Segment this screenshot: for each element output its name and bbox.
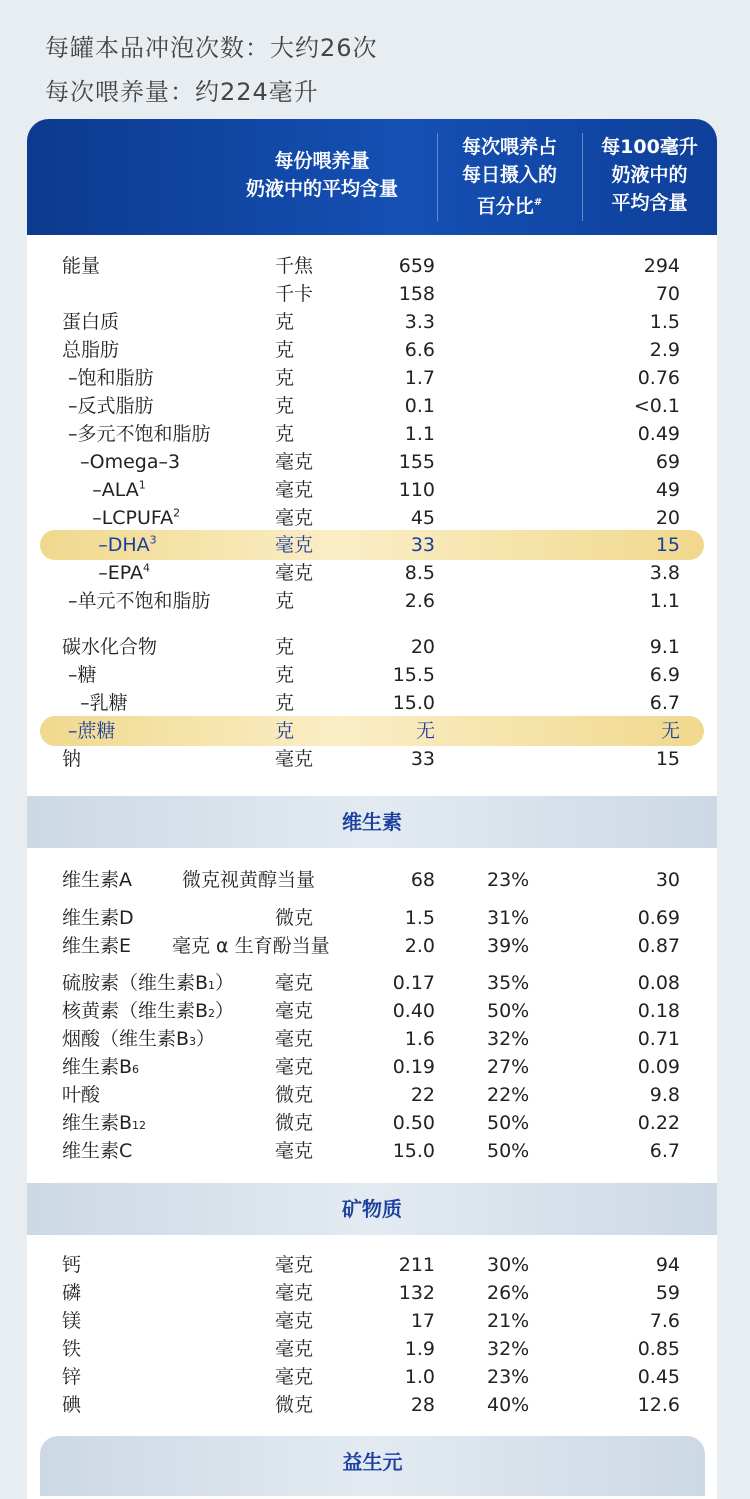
serving-value: 155 [398,451,435,473]
unit: 微克 [275,1112,314,1134]
table-header [27,119,717,235]
nutrition-table [27,119,717,1499]
serving-value: 22 [410,1084,435,1106]
per-100ml-value: 0.85 [637,1338,680,1360]
servings-per-can: 每罐本品冲泡次数：大约26次 [45,34,378,62]
per-100ml-value: 0.76 [637,367,680,389]
table-row [27,392,717,420]
nutrient-name: –糖 [62,664,97,686]
per-100ml-value: 6.7 [649,1140,680,1162]
unit: 微克视黄醇当量 [181,869,315,891]
nutrient-name: 钠 [62,748,82,770]
serving-value: 68 [410,869,435,891]
per-100ml-value: 0.45 [637,1366,680,1388]
table-row [27,1335,717,1363]
unit: 毫克 [275,1310,314,1332]
daily-percent: 50% [487,1000,530,1022]
nutrient-name: –饱和脂肪 [62,367,154,389]
nutrient-name: 碘 [62,1394,82,1416]
unit: 克 [275,720,295,742]
vitamins-section-title: 维生素 [27,796,717,848]
table-row [27,587,717,615]
serving-value: 1.9 [404,1338,435,1360]
serving-value: 1.7 [404,367,435,389]
daily-percent: 50% [487,1140,530,1162]
table-row [27,1025,717,1053]
per-100ml-value: 0.71 [637,1028,680,1050]
per-100ml-value: 7.6 [649,1310,680,1332]
per-100ml-value: 9.1 [649,636,680,658]
per-100ml-value: 6.9 [649,664,680,686]
unit: 克 [275,664,295,686]
unit: 毫克 [275,507,314,529]
table-row [27,476,717,504]
nutrient-name: 钙 [62,1254,82,1276]
daily-percent: 31% [487,907,530,929]
serving-value: 2.0 [404,935,435,957]
nutrient-name: 铁 [62,1338,82,1360]
superscript: 4 [142,561,150,575]
nutrient-name: –反式脂肪 [62,395,154,417]
daily-percent: 50% [487,1112,530,1134]
daily-percent: 23% [487,869,530,891]
nutrient-name: 维生素C [62,1140,133,1162]
daily-percent: 27% [487,1056,530,1078]
per-100ml-value: 1.1 [649,590,680,612]
serving-value: 2.6 [404,590,435,612]
unit: 克 [275,339,295,361]
unit: 毫克 [275,479,314,501]
subscript: 3 [189,1035,197,1048]
per-100ml-value: 0.49 [637,423,680,445]
unit: 微克 [275,1394,314,1416]
unit: 毫克 [275,1056,314,1078]
superscript: 3 [149,533,157,547]
unit: 克 [275,367,295,389]
table-row [27,1307,717,1335]
serving-value: 158 [398,283,435,305]
table-row [27,280,717,308]
daily-percent: 23% [487,1366,530,1388]
header-per-100ml: 每100毫升 奶液中的 平均含量 [601,136,698,214]
nutrient-name: –单元不饱和脂肪 [62,590,211,612]
superscript: 1 [138,478,146,492]
serving-value: 无 [415,720,435,742]
header-per-serving: 每份喂养量 奶液中的平均含量 [245,150,398,200]
table-row [27,336,717,364]
serving-value: 15.0 [392,692,435,714]
per-100ml-value: 0.09 [637,1056,680,1078]
nutrient-name: –ALA$^1$ [62,478,146,501]
nutrient-name: –乳糖 [62,692,128,714]
table-row [27,308,717,336]
serving-value: 28 [410,1394,435,1416]
nutrient-name: 硫胺素（维生素B1） [62,972,235,994]
per-100ml-value: 15 [655,748,680,770]
nutrient-name: 镁 [62,1310,82,1332]
per-100ml-value: <0.1 [633,395,680,417]
nutrient-name: –LCPUFA$^2$ [62,506,181,529]
unit: 微克 [275,907,314,929]
unit: 克 [275,590,295,612]
unit: 毫克 [275,534,314,556]
unit: 微克 [275,1084,314,1106]
table-row [27,420,717,448]
unit: 千卡 [275,283,314,305]
table-row [27,1391,717,1419]
nutrient-name: 碳水化合物 [62,636,158,658]
per-100ml-value: 6.7 [649,692,680,714]
daily-percent: 39% [487,935,530,957]
nutrient-name: 烟酸（维生素B3） [62,1028,216,1050]
table-row [27,866,717,894]
unit: 毫克 [275,451,314,473]
serving-value: 6.6 [404,339,435,361]
unit: 千焦 [275,255,314,277]
per-100ml-value: 94 [655,1254,680,1276]
serving-value: 33 [410,748,435,770]
subscript: 1 [208,979,216,992]
serving-value: 1.6 [404,1028,435,1050]
table-row [27,531,717,559]
per-100ml-value: 12.6 [637,1394,680,1416]
table-row [27,1109,717,1137]
serving-value: 15.0 [392,1140,435,1162]
per-100ml-value: 9.8 [649,1084,680,1106]
serving-value: 1.5 [404,907,435,929]
superscript: 2 [173,506,181,520]
serving-value: 20 [410,636,435,658]
table-row [27,745,717,773]
per-100ml-value: 20 [655,507,680,529]
unit: 克 [275,636,295,658]
nutrient-name: –多元不饱和脂肪 [62,423,211,445]
serving-value: 0.50 [392,1112,435,1134]
daily-percent: 32% [487,1338,530,1360]
unit: 毫克 [275,1000,314,1022]
per-100ml-value: 0.18 [637,1000,680,1022]
nutrient-name: 能量 [62,255,101,277]
subscript: 6 [132,1063,140,1076]
table-row [27,633,717,661]
table-row [27,1363,717,1391]
serving-value: 17 [410,1310,435,1332]
table-row [27,904,717,932]
unit: 毫克 α 生育酚当量 [172,935,330,957]
per-100ml-value: 0.22 [637,1112,680,1134]
per-100ml-value: 2.9 [649,339,680,361]
serving-value: 0.19 [392,1056,435,1078]
table-row [27,252,717,280]
serving-value: 110 [398,479,435,501]
unit: 克 [275,311,295,333]
serving-value: 33 [410,534,435,556]
serving-value: 0.40 [392,1000,435,1022]
nutrient-name: 维生素A [62,869,132,891]
table-row [27,364,717,392]
per-100ml-value: 0.87 [637,935,680,957]
table-row [27,969,717,997]
per-100ml-value: 15 [655,534,680,556]
per-100ml-value: 无 [660,720,680,742]
unit: 毫克 [275,562,314,584]
daily-percent: 40% [487,1394,530,1416]
nutrient-name: 磷 [62,1282,82,1304]
table-row [27,504,717,532]
minerals-section-title: 矿物质 [27,1183,717,1235]
nutrient-name: 蛋白质 [62,311,120,333]
unit: 克 [275,423,295,445]
per-100ml-value: 69 [655,451,680,473]
nutrient-name: –Omega–3 [62,451,181,473]
per-100ml-value: 294 [643,255,680,277]
daily-percent: 26% [487,1282,530,1304]
unit: 克 [275,395,295,417]
nutrient-name: 总脂肪 [62,339,120,361]
serving-value: 0.1 [404,395,435,417]
unit: 毫克 [275,1140,314,1162]
nutrient-name: 核黄素（维生素B2） [62,1000,235,1022]
daily-percent: 35% [487,972,530,994]
table-row [27,1137,717,1165]
table-row [27,448,717,476]
unit: 克 [275,692,295,714]
daily-percent: 22% [487,1084,530,1106]
serving-value: 8.5 [404,562,435,584]
per-100ml-value: 1.5 [649,311,680,333]
table-row [27,932,717,960]
nutrient-name: 维生素B12 [62,1112,147,1134]
per-100ml-value: 0.08 [637,972,680,994]
table-row [27,1053,717,1081]
daily-percent: 30% [487,1254,530,1276]
daily-percent: 21% [487,1310,530,1332]
serving-value: 45 [410,507,435,529]
table-row [27,559,717,587]
table-row [27,717,717,745]
unit: 毫克 [275,972,314,994]
serving-value: 1.1 [404,423,435,445]
subscript: 2 [208,1007,216,1020]
table-row [27,689,717,717]
per-100ml-value: 30 [655,869,680,891]
serving-value: 15.5 [392,664,435,686]
serving-value: 3.3 [404,311,435,333]
nutrient-name: 维生素B6 [62,1056,140,1078]
unit: 毫克 [275,1282,314,1304]
table-row [27,1279,717,1307]
table-row [27,661,717,689]
serving-value: 0.17 [392,972,435,994]
per-100ml-value: 49 [655,479,680,501]
table-row [27,1251,717,1279]
unit: 毫克 [275,1028,314,1050]
serving-value: 211 [398,1254,435,1276]
per-100ml-value: 70 [655,283,680,305]
unit: 毫克 [275,1254,314,1276]
subscript: 12 [132,1119,147,1132]
unit: 毫克 [275,1338,314,1360]
nutrient-name: –EPA$^4$ [62,561,150,584]
per-100ml-value: 3.8 [649,562,680,584]
table-row [27,1081,717,1109]
unit: 毫克 [275,1366,314,1388]
nutrient-name: –蔗糖 [62,720,116,742]
serving-value: 1.0 [404,1366,435,1388]
nutrient-name: 锌 [62,1366,82,1388]
unit: 毫克 [275,748,314,770]
serving-value: 132 [398,1282,435,1304]
per-100ml-value: 0.69 [637,907,680,929]
nutrient-name: 维生素D [62,907,134,929]
probiotics-section-title: 益生元 [40,1436,705,1496]
per-100ml-value: 59 [655,1282,680,1304]
daily-percent: 32% [487,1028,530,1050]
nutrient-name: 维生素E [62,935,132,957]
serving-value: 659 [398,255,435,277]
nutrient-name: –DHA$^3$ [62,533,157,556]
table-row [27,997,717,1025]
feeding-volume: 每次喂养量：约224毫升 [45,78,319,106]
nutrient-name: 叶酸 [62,1084,101,1106]
header-daily-percent: 每次喂养占 每日摄入的 百分比# [461,136,557,218]
